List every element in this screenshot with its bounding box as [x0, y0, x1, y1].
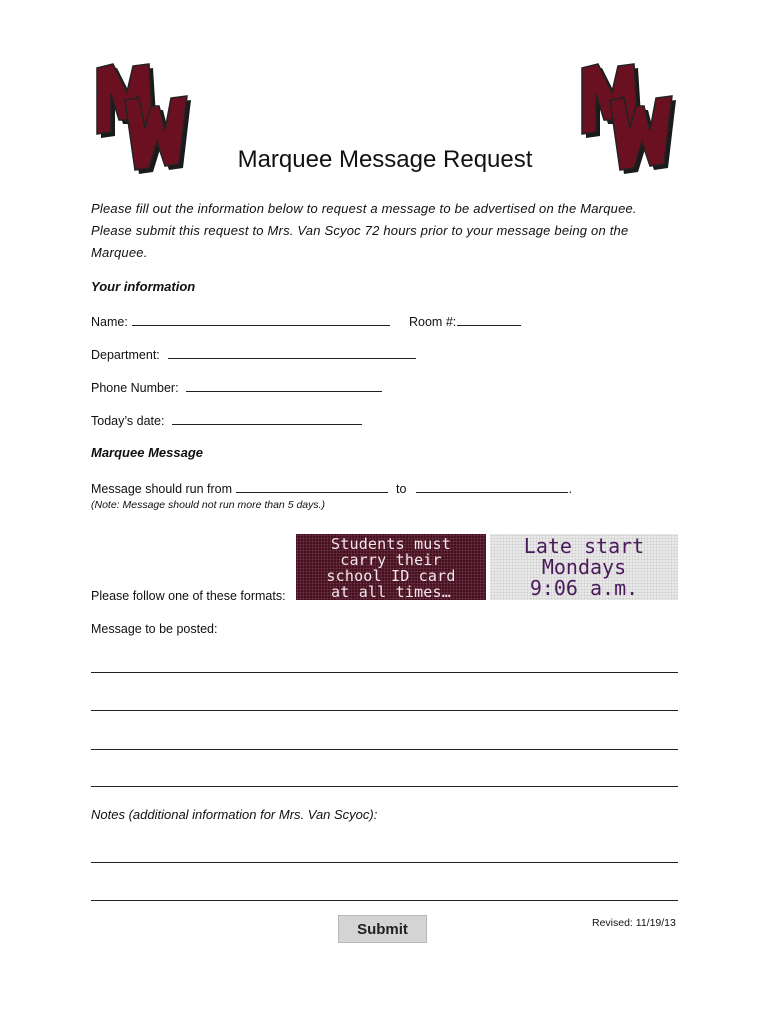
- example-line: carry their: [340, 551, 442, 569]
- message-line-4[interactable]: [91, 786, 678, 787]
- intro-text: Please fill out the information below to request a message to be advertised on the Marquee. Please submit this request to Mrs. Van Scyoc 72 hours prior to your message being on the Marquee.: [91, 201, 637, 260]
- phone-input[interactable]: [186, 379, 382, 392]
- message-line-1[interactable]: [91, 672, 678, 673]
- example-line: school ID card: [326, 567, 456, 585]
- room-label: Room #:: [409, 315, 457, 329]
- to-label: to: [396, 482, 407, 496]
- example-line: Late start: [523, 534, 645, 558]
- name-input[interactable]: [132, 313, 390, 326]
- run-from-label: Message should run from: [91, 482, 233, 496]
- department-input[interactable]: [168, 346, 416, 359]
- name-label: Name:: [91, 315, 128, 329]
- date-input[interactable]: [172, 412, 362, 425]
- room-field-row: [409, 313, 521, 329]
- notes-line-1[interactable]: [91, 862, 678, 863]
- example-line: at all times…: [331, 583, 451, 600]
- marquee-example-gray: [490, 534, 678, 600]
- run-dates-row: [91, 480, 572, 496]
- example-line: 9:06 a.m.: [529, 576, 639, 600]
- run-to-input[interactable]: [416, 480, 568, 493]
- message-line-2[interactable]: [91, 710, 678, 711]
- name-field-row: [91, 313, 390, 329]
- marquee-example-maroon: [296, 534, 486, 600]
- message-label: Message to be posted:: [91, 622, 218, 636]
- date-label: Today’s date:: [91, 414, 165, 428]
- submit-button[interactable]: Submit: [338, 915, 427, 943]
- message-line-3[interactable]: [91, 749, 678, 750]
- marquee-message-heading: Marquee Message: [91, 445, 203, 460]
- period: .: [568, 482, 572, 496]
- revised-date: Revised: 11/19/13: [592, 917, 676, 929]
- room-input[interactable]: [457, 313, 521, 326]
- formats-label: Please follow one of these formats:: [91, 589, 286, 603]
- date-field-row: [91, 412, 362, 428]
- notes-label: Notes (additional information for Mrs. Van Scyoc):: [91, 807, 378, 822]
- phone-label: Phone Number:: [91, 381, 179, 395]
- notes-line-2[interactable]: [91, 900, 678, 901]
- example-line: Students must: [331, 535, 451, 553]
- run-from-input[interactable]: [236, 480, 388, 493]
- department-field-row: [91, 346, 416, 362]
- example-line: Mondays: [541, 555, 627, 579]
- phone-field-row: [91, 379, 382, 395]
- department-label: Department:: [91, 348, 160, 362]
- run-duration-note: (Note: Message should not run more than 5 days.): [91, 499, 326, 511]
- your-information-heading: Your information: [91, 279, 196, 294]
- page-title: Marquee Message Request: [237, 146, 533, 173]
